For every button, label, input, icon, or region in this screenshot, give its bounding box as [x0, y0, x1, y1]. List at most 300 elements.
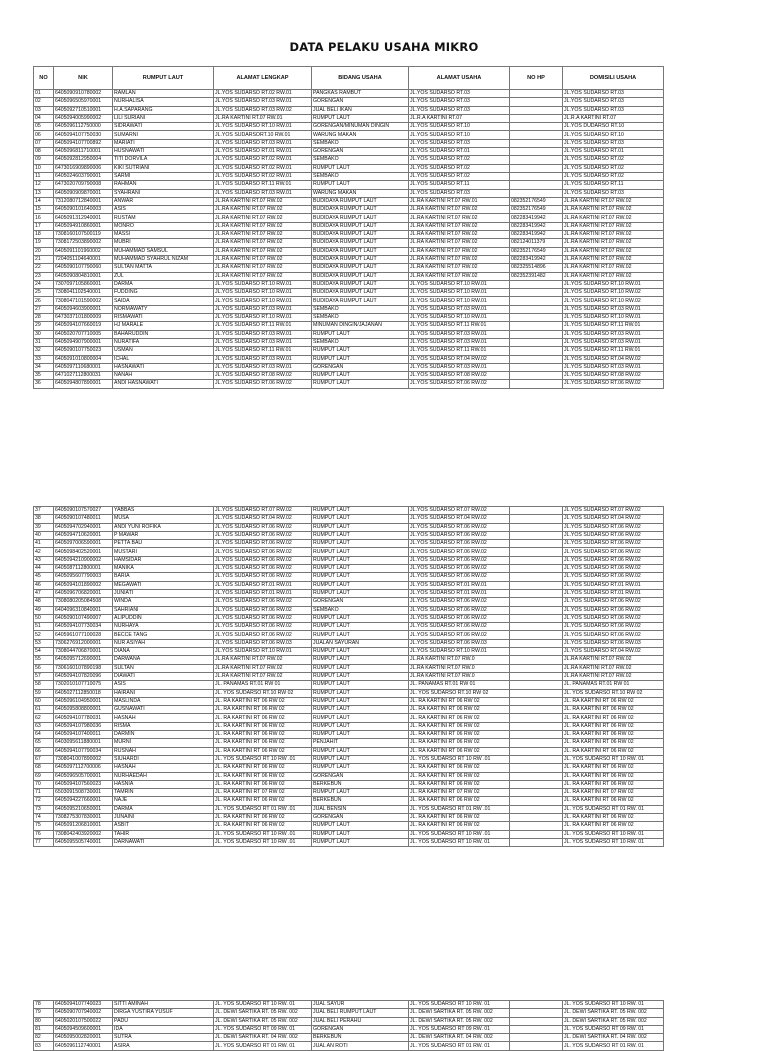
- table-body: [34, 507, 664, 847]
- cell-nik: 7308160107500119: [54, 231, 113, 239]
- cell-no-hp: [510, 1017, 563, 1025]
- cell-alamat-usaha: JL.YOS SUDARSO RT.02: [409, 164, 510, 172]
- table-row: [34, 255, 664, 263]
- cell-domisili-usaha: JL.YOS SUDARSO RT.07 RW.02: [563, 507, 664, 515]
- table-row: [34, 123, 664, 131]
- cell-alamat-usaha: JL.YOS SUDARSO RT.03: [409, 189, 510, 197]
- cell-domisili-usaha: JL.YOS SUDARSO RT.03 RW.01: [563, 363, 664, 371]
- cell-rumput-laut: RUSTAM: [113, 214, 214, 222]
- cell-alamat-lengkap: JL.YOS SUDARSO RT.06 RW.03: [214, 639, 312, 647]
- table-row: [34, 822, 664, 830]
- cell-rumput-laut: DARMIN: [113, 731, 214, 739]
- cell-domisili-usaha: JL.YOS SUDARSO RT.06 RW.02: [563, 380, 664, 388]
- cell-domisili-usaha: JL.RA KARTINI RT.07 RW.02: [563, 222, 664, 230]
- cell-nik: 6405090804810001: [54, 272, 113, 280]
- cell-rumput-laut: NURHAEDAH: [113, 772, 214, 780]
- cell-bidang-usaha: BERKEBUN: [312, 797, 409, 805]
- cell-nik: 7308080205084508: [54, 598, 113, 606]
- cell-domisili-usaha: JL.YOS SUDARSO RT.10 RW.02: [563, 297, 664, 305]
- cell-rumput-laut: MUHAMMAD SAMSUL: [113, 247, 214, 255]
- cell-domisili-usaha: JL.YOS SUDARSO RT.10: [563, 131, 664, 139]
- cell-rumput-laut: DARNAWATI: [113, 838, 214, 846]
- cell-domisili-usaha: JL.YOS SUDARSO RT.06 RW.02: [563, 523, 664, 531]
- cell-alamat-lengkap: JL.RA KARTINI RT.07 RW.02: [214, 272, 312, 280]
- cell-nik: 7302010107710075: [54, 681, 113, 689]
- cell-bidang-usaha: RUMPUT LAUT: [312, 838, 409, 846]
- cell-nik: 6405097006590001: [54, 540, 113, 548]
- cell-rumput-laut: HUSNAWATI: [113, 148, 214, 156]
- cell-alamat-lengkap: JL.YOS SUDARSO RT.01 RW.01: [214, 148, 312, 156]
- cell-nik: 6405087112800001: [54, 565, 113, 573]
- cell-nik: 6405091101960002: [54, 247, 113, 255]
- cell-rumput-laut: SARMI: [113, 172, 214, 180]
- table-row: [34, 722, 664, 730]
- cell-rumput-laut: SULTAN: [113, 664, 214, 672]
- cell-bidang-usaha: RUMPUT LAUT: [312, 689, 409, 697]
- cell-alamat-lengkap: JL.YOS SUDARSO RT.03 RW.01: [214, 189, 312, 197]
- cell-rumput-laut: ALIPUDDIN: [113, 614, 214, 622]
- cell-no: 83: [34, 1042, 54, 1050]
- cell-alamat-usaha: JL. RA KARTINI RT 06 RW 02: [409, 797, 510, 805]
- cell-domisili-usaha: JL.YOS SUDARSO RT.03 RW.01: [563, 338, 664, 346]
- cell-no-hp: 082352176549: [510, 197, 563, 205]
- cell-rumput-laut: H.A.SAPARANG: [113, 106, 214, 114]
- cell-alamat-lengkap: JL.YOS SUDARSO RT.02 RW.01: [214, 90, 312, 98]
- cell-alamat-lengkap: JL.YOS SUDARSO RT.03 RW.02: [214, 106, 312, 114]
- cell-alamat-lengkap: JL.RA KARTINI RT.07 RW.02: [214, 264, 312, 272]
- cell-domisili-usaha: JL. RA KARTINI RT 06 RW 02: [563, 764, 664, 772]
- cell-nik: 6405094101890002: [54, 581, 113, 589]
- cell-bidang-usaha: WARUNG MAKAN: [312, 189, 409, 197]
- cell-bidang-usaha: RUMPUT LAUT: [312, 722, 409, 730]
- cell-alamat-lengkap: JL.YOS SUDARSO RT.10 RW.01: [214, 289, 312, 297]
- cell-no: 50: [34, 614, 54, 622]
- table-row: [34, 289, 664, 297]
- cell-alamat-usaha: JL.RA KARTINI RT.07 RW.02: [409, 247, 510, 255]
- cell-rumput-laut: P MAWAR: [113, 531, 214, 539]
- cell-rumput-laut: MEGAWATI: [113, 581, 214, 589]
- cell-rumput-laut: LILI SURIANI: [113, 114, 214, 122]
- cell-nik: 6405020107500022: [54, 1017, 113, 1025]
- cell-rumput-laut: HAIRANI: [113, 689, 214, 697]
- cell-no-hp: [510, 764, 563, 772]
- cell-alamat-lengkap: JL.YOS SUDARSO RT.03 RW.01: [214, 305, 312, 313]
- cell-rumput-laut: RISMA: [113, 722, 214, 730]
- cell-alamat-lengkap: JL.YOS SUDARSO RT.10 RW.01: [214, 314, 312, 322]
- cell-nik: 6403095611880001: [54, 739, 113, 747]
- cell-alamat-lengkap: JL. YOS SUDARSO RT 10 RW. 01: [214, 1001, 312, 1009]
- cell-bidang-usaha: RUMPUT LAUT: [312, 822, 409, 830]
- cell-bidang-usaha: BUDIDAYA RUMPUT LAUT: [312, 272, 409, 280]
- cell-rumput-laut: DIAWATI: [113, 672, 214, 680]
- cell-alamat-usaha: JL.YOS SUDARSO RT.02: [409, 156, 510, 164]
- cell-alamat-lengkap: JL. PANAMAS RT.01 RW 01: [214, 681, 312, 689]
- cell-alamat-lengkap: JL. RA KARTINI RT 06 RW 02: [214, 780, 312, 788]
- cell-alamat-usaha: JL.YOS SUDARSO RT.11 RW.01: [409, 347, 510, 355]
- cell-no: 71: [34, 789, 54, 797]
- cell-no: 10: [34, 164, 54, 172]
- table-row: [34, 222, 664, 230]
- cell-domisili-usaha: JL. YOS SUDARSO RT.10 RW 02: [563, 689, 664, 697]
- cell-no-hp: [510, 114, 563, 122]
- cell-domisili-usaha: JL. YOS SUDARSO RT 10 RW. 01: [563, 1001, 664, 1009]
- cell-bidang-usaha: GORENGAN: [312, 813, 409, 821]
- cell-alamat-lengkap: JL.YOS SUDARSO RT.11 RW.01: [214, 181, 312, 189]
- cell-no-hp: [510, 106, 563, 114]
- cell-bidang-usaha: RUMPUT LAUT: [312, 648, 409, 656]
- cell-no: 17: [34, 222, 54, 230]
- cell-no: 06: [34, 131, 54, 139]
- cell-no-hp: [510, 731, 563, 739]
- cell-alamat-lengkap: JL.RA KARTINI RT.07 RW.02: [214, 197, 312, 205]
- table-row: [34, 372, 664, 380]
- cell-bidang-usaha: RUMPUT LAUT: [312, 664, 409, 672]
- table-row: [34, 189, 664, 197]
- cell-no-hp: [510, 606, 563, 614]
- cell-nik: 6405095607790003: [54, 573, 113, 581]
- cell-rumput-laut: SIUHARDI: [113, 755, 214, 763]
- cell-domisili-usaha: JL.YOS SUDARSO RT.06 RW.02: [563, 556, 664, 564]
- cell-no: 54: [34, 648, 54, 656]
- header-no-hp: NO HP: [510, 67, 563, 90]
- cell-nik: 6405094107790034: [54, 747, 113, 755]
- cell-bidang-usaha: GORENGAN: [312, 148, 409, 156]
- cell-nik: 7308044706870001: [54, 648, 113, 656]
- cell-domisili-usaha: JL.YOS SUDARSO RT.03: [563, 90, 664, 98]
- cell-no-hp: [510, 672, 563, 680]
- cell-nik: 6405094107980036: [54, 722, 113, 730]
- cell-bidang-usaha: JUAL BELI RUMPUT LAUT: [312, 1009, 409, 1017]
- cell-rumput-laut: HAMSIDAR: [113, 556, 214, 564]
- cell-bidang-usaha: JUAL BENSIN: [312, 805, 409, 813]
- table-row: [34, 247, 664, 255]
- cell-alamat-lengkap: JL. RA KARTINI RT 06 RW 02: [214, 813, 312, 821]
- cell-domisili-usaha: JL.RA KARTINI RT.07 RW.02: [563, 672, 664, 680]
- cell-domisili-usaha: JL.YOS SUDARSO RT.06 RW.02: [563, 623, 664, 631]
- cell-rumput-laut: PETTA BAU: [113, 540, 214, 548]
- cell-no: 45: [34, 573, 54, 581]
- cell-no-hp: [510, 1025, 563, 1033]
- cell-bidang-usaha: RUMPUT LAUT: [312, 573, 409, 581]
- cell-domisili-usaha: JL.YOS SUDARSO RT.06 RW.02: [563, 573, 664, 581]
- cell-alamat-lengkap: JL.YOS SUDARSO RT.02 RW.01: [214, 172, 312, 180]
- cell-alamat-lengkap: JL. DEWI SARTIKA RT. 05 RW. 002: [214, 1009, 312, 1017]
- cell-domisili-usaha: JL.R.A KARTINI RT.07: [563, 114, 664, 122]
- cell-no-hp: [510, 623, 563, 631]
- cell-nik: 6405098402520001: [54, 548, 113, 556]
- cell-rumput-laut: NURHAYA: [113, 623, 214, 631]
- cell-rumput-laut: RUSNAH: [113, 747, 214, 755]
- cell-bidang-usaha: PENJAHIT: [312, 739, 409, 747]
- cell-bidang-usaha: RUMPUT LAUT: [312, 523, 409, 531]
- cell-no: 28: [34, 314, 54, 322]
- cell-rumput-laut: ASIS: [113, 206, 214, 214]
- cell-alamat-lengkap: JL. YOS SUDARSO RT 10 RW .01: [214, 830, 312, 838]
- cell-rumput-laut: NURHALISA: [113, 98, 214, 106]
- cell-no-hp: [510, 380, 563, 388]
- cell-alamat-lengkap: JL.YOS SUDARSO RT.06 RW.02: [214, 606, 312, 614]
- cell-no: 03: [34, 106, 54, 114]
- table-row: [34, 805, 664, 813]
- cell-no: 59: [34, 689, 54, 697]
- cell-rumput-laut: MONRO: [113, 222, 214, 230]
- cell-no: 15: [34, 206, 54, 214]
- cell-alamat-usaha: JL.YOS SUDARSO RT.03 RW.01: [409, 363, 510, 371]
- cell-rumput-laut: JUNAINI: [113, 813, 214, 821]
- cell-domisili-usaha: JL.YOS SUDARSO RT.03: [563, 139, 664, 147]
- cell-nik: 6405094710620001: [54, 531, 113, 539]
- table-row: [34, 164, 664, 172]
- cell-rumput-laut: NANAH: [113, 372, 214, 380]
- cell-bidang-usaha: RUMPUT LAUT: [312, 747, 409, 755]
- table-row: [34, 231, 664, 239]
- cell-no: 07: [34, 139, 54, 147]
- cell-no: 76: [34, 830, 54, 838]
- cell-alamat-usaha: JL. YOS SUDARSO RT 10 RW. 01: [409, 1001, 510, 1009]
- cell-rumput-laut: PADU: [113, 1017, 214, 1025]
- cell-no-hp: [510, 123, 563, 131]
- cell-bidang-usaha: GORENGAN: [312, 1025, 409, 1033]
- table-row: [34, 764, 664, 772]
- cell-alamat-usaha: JL.YOS SUDARSO RT.03 RW.01: [409, 305, 510, 313]
- cell-domisili-usaha: JL.YOS SUDARSO RT.06 RW.02: [563, 548, 664, 556]
- table-row: [34, 531, 664, 539]
- cell-no-hp: [510, 1001, 563, 1009]
- cell-rumput-laut: BAHARUDDIN: [113, 330, 214, 338]
- cell-no-hp: 082124011379: [510, 239, 563, 247]
- cell-bidang-usaha: RUMPUT LAUT: [312, 623, 409, 631]
- cell-domisili-usaha: JL. RA KARTINI RT 06 RW 02: [563, 772, 664, 780]
- cell-nik: 6405024603790001: [54, 172, 113, 180]
- table-row: [34, 264, 664, 272]
- cell-alamat-lengkap: JL.YOS SUDARSO RT.06 RW.02: [214, 556, 312, 564]
- cell-no: 29: [34, 322, 54, 330]
- cell-alamat-lengkap: JL. YOS SUDARSO RT 10 RW .01: [214, 755, 312, 763]
- cell-bidang-usaha: JUALAN SAYURAN: [312, 639, 409, 647]
- cell-rumput-laut: ASIS: [113, 681, 214, 689]
- cell-no: 30: [34, 330, 54, 338]
- cell-no: 46: [34, 581, 54, 589]
- cell-bidang-usaha: BERKEBUN: [312, 1034, 409, 1042]
- cell-alamat-usaha: JL.RA KARTINI RT.07 RW.02: [409, 255, 510, 263]
- cell-bidang-usaha: WARUNG MAKAN: [312, 131, 409, 139]
- cell-no-hp: [510, 589, 563, 597]
- table-row: [34, 540, 664, 548]
- cell-no: 42: [34, 548, 54, 556]
- cell-nik: 7308041007890002: [54, 755, 113, 763]
- cell-alamat-lengkap: JL. RA KARTINI RT 06 RW 02: [214, 706, 312, 714]
- table-body: [34, 1001, 664, 1051]
- table-row: [34, 314, 664, 322]
- cell-bidang-usaha: RUMPUT LAUT: [312, 706, 409, 714]
- cell-rumput-laut: DIRGA YUSTIRA YUSUF: [113, 1009, 214, 1017]
- cell-no-hp: [510, 531, 563, 539]
- cell-alamat-lengkap: JL.YOS SUDARSO RT.06 RW.02: [214, 523, 312, 531]
- cell-nik: 6405097112700006: [54, 764, 113, 772]
- cell-no-hp: [510, 656, 563, 664]
- cell-no: 80: [34, 1017, 54, 1025]
- cell-alamat-usaha: JL.RA KARTINI RT.07 RW.02: [409, 231, 510, 239]
- cell-no: 24: [34, 280, 54, 288]
- cell-domisili-usaha: JL.YOS SUDARSO RT.03 RW.01: [563, 330, 664, 338]
- cell-nik: 6405094107400011: [54, 731, 113, 739]
- cell-rumput-laut: MANIKA: [113, 565, 214, 573]
- cell-domisili-usaha: JL. YOS SUDARSO RT 10 RW. 01: [563, 838, 664, 846]
- cell-no-hp: [510, 780, 563, 788]
- cell-no-hp: [510, 172, 563, 180]
- cell-alamat-lengkap: JL.RA KARTINI RT.07 RW.02: [214, 672, 312, 680]
- cell-alamat-usaha: JL.YOS SUDARSO RT.03 RW.01: [409, 338, 510, 346]
- cell-nik: 6405095505740001: [54, 838, 113, 846]
- cell-alamat-lengkap: JL.RA KARTINI RT.07 RW.02: [214, 214, 312, 222]
- table-row: [34, 648, 664, 656]
- cell-alamat-lengkap: JL.YOS SUDARSO RT.01 RW.01: [214, 581, 312, 589]
- cell-no: 35: [34, 372, 54, 380]
- cell-domisili-usaha: JL.YOS SUDARSO RT.01: [563, 148, 664, 156]
- cell-no-hp: [510, 714, 563, 722]
- cell-bidang-usaha: GORENGAN: [312, 772, 409, 780]
- cell-rumput-laut: BARIA: [113, 573, 214, 581]
- table-row: [34, 780, 664, 788]
- table-row: [34, 581, 664, 589]
- cell-alamat-usaha: JL.YOS SUDARSO RT.02: [409, 172, 510, 180]
- cell-no-hp: [510, 297, 563, 305]
- cell-alamat-usaha: JL.RA KARTINI RT.07 RW.0: [409, 672, 510, 680]
- cell-no: 33: [34, 355, 54, 363]
- cell-alamat-usaha: JL. RA KARTINI RT 06 RW 02: [409, 747, 510, 755]
- cell-nik: 6471027112800031: [54, 372, 113, 380]
- cell-nik: 7307097105860001: [54, 280, 113, 288]
- cell-rumput-laut: MASSI: [113, 231, 214, 239]
- cell-alamat-usaha: JL. DEWI SARTIKA RT. 05 RW. 002: [409, 1017, 510, 1025]
- cell-no: 48: [34, 598, 54, 606]
- table-row: [34, 631, 664, 639]
- cell-no: 77: [34, 838, 54, 846]
- cell-domisili-usaha: JL.YOS SUDARSO RT.06 RW.02: [563, 598, 664, 606]
- table-row: [34, 589, 664, 597]
- cell-rumput-laut: ANDI YUNI ROFIKA: [113, 523, 214, 531]
- cell-alamat-usaha: JL. YOS SUDARSO RT 01 RW .01: [409, 805, 510, 813]
- cell-domisili-usaha: JL. YOS SUDARSO RT 10 RW. 01: [563, 755, 664, 763]
- cell-rumput-laut: HASNAWATI: [113, 363, 214, 371]
- cell-bidang-usaha: BUDIDAYA RUMPUT LAUT: [312, 289, 409, 297]
- cell-alamat-lengkap: JL.YOS SUDARSO RT.02 RW.01: [214, 156, 312, 164]
- cell-nik: 6405020707710005: [54, 330, 113, 338]
- cell-rumput-laut: MASLINDA: [113, 697, 214, 705]
- cell-alamat-lengkap: JL. RA KARTINI RT 06 RW 02: [214, 722, 312, 730]
- cell-no-hp: [510, 689, 563, 697]
- cell-rumput-laut: SUTRA: [113, 1034, 214, 1042]
- cell-alamat-usaha: JL.YOS SUDARSO RT.06 RW.02: [409, 631, 510, 639]
- table-row: [34, 131, 664, 139]
- cell-alamat-usaha: JL.YOS SUDARSO RT.06 RW.02: [409, 540, 510, 548]
- cell-alamat-usaha: JL. YOS SUDARSO RT 10 RW .01: [409, 830, 510, 838]
- cell-bidang-usaha: SEMBAKO: [312, 172, 409, 180]
- cell-no-hp: [510, 131, 563, 139]
- cell-bidang-usaha: BUDIDAYA RUMPUT LAUT: [312, 264, 409, 272]
- cell-alamat-usaha: JL. YOS SUDARSO RT 10 RW. 01: [409, 838, 510, 846]
- cell-no: 61: [34, 706, 54, 714]
- cell-no-hp: [510, 706, 563, 714]
- cell-nik: 6473037101800009: [54, 314, 113, 322]
- cell-no-hp: 082283419942: [510, 214, 563, 222]
- cell-bidang-usaha: MINUMAN DINGIN/JAJANAN: [312, 322, 409, 330]
- cell-no: 16: [34, 214, 54, 222]
- cell-alamat-usaha: JL. RA KARTINI RT 06 RW 02: [409, 706, 510, 714]
- cell-rumput-laut: HASNIA: [113, 780, 214, 788]
- cell-bidang-usaha: RUMPUT LAUT: [312, 114, 409, 122]
- cell-bidang-usaha: BUDIDAYA RUMPUT LAUT: [312, 214, 409, 222]
- cell-domisili-usaha: JL.YOS SUDARSO RT.06 RW.02: [563, 531, 664, 539]
- cell-nik: 7308275307830001: [54, 813, 113, 821]
- cell-alamat-lengkap: JL.YOS SUDARSORT.10 RW.01: [214, 131, 312, 139]
- table-row: [34, 214, 664, 222]
- cell-domisili-usaha: JL. RA KARTINI RT 06 RW 02: [563, 797, 664, 805]
- cell-rumput-laut: ASBIT: [113, 822, 214, 830]
- cell-no-hp: 082325514896: [510, 264, 563, 272]
- cell-bidang-usaha: RUMPUT LAUT: [312, 614, 409, 622]
- table-row: [34, 672, 664, 680]
- cell-rumput-laut: DARMA: [113, 805, 214, 813]
- cell-alamat-usaha: JL. RA KARTINI RT 06 RW 02: [409, 731, 510, 739]
- cell-domisili-usaha: JL. YOS SUDARSO RT 01 RW. 01: [563, 805, 664, 813]
- cell-bidang-usaha: BUDIDAYA RUMPUT LAUT: [312, 255, 409, 263]
- cell-domisili-usaha: JL.RA KARTINI RT.07 RW.02: [563, 656, 664, 664]
- cell-alamat-usaha: JL.YOS SUDARSO RT.06 RW.03: [409, 639, 510, 647]
- cell-domisili-usaha: JL. YOS SUDARSO RT 09 RW. 01: [563, 1025, 664, 1033]
- cell-nik: 6405091010800004: [54, 355, 113, 363]
- cell-alamat-lengkap: JL. YOS SUDARSO RT 01 RW. 01: [214, 1042, 312, 1050]
- cell-nik: 6405094910860001: [54, 222, 113, 230]
- cell-no-hp: [510, 1034, 563, 1042]
- cell-bidang-usaha: GORENGAN: [312, 363, 409, 371]
- cell-alamat-usaha: JL.YOS SUDARSO RT.06 RW.02: [409, 380, 510, 388]
- cell-alamat-usaha: JL.YOS SUDARSO RT.03: [409, 139, 510, 147]
- cell-nik: 6405090909870001: [54, 189, 113, 197]
- cell-nik: 6473020709790008: [54, 181, 113, 189]
- cell-rumput-laut: IDA: [113, 1025, 214, 1033]
- cell-alamat-usaha: JL. RA KARTINI RT 06 RW 02: [409, 697, 510, 705]
- cell-alamat-usaha: JL. RA KARTINI RT 06 RW 02: [409, 772, 510, 780]
- cell-no: 14: [34, 197, 54, 205]
- cell-domisili-usaha: JL.RA KARTINI RT.07 RW.02: [563, 272, 664, 280]
- cell-domisili-usaha: JL.YOS SUDARSO RT.06 RW.02: [563, 565, 664, 573]
- cell-nik: 6405096112740001: [54, 1042, 113, 1050]
- cell-no: 08: [34, 148, 54, 156]
- header-bidang-usaha: BIDANG USAHA: [312, 67, 409, 90]
- cell-alamat-usaha: JL.YOS SUDARSO RT.03: [409, 90, 510, 98]
- cell-no: 44: [34, 565, 54, 573]
- cell-no-hp: [510, 523, 563, 531]
- cell-rumput-laut: SAIDA: [113, 297, 214, 305]
- cell-no-hp: [510, 322, 563, 330]
- cell-no-hp: [510, 789, 563, 797]
- cell-domisili-usaha: JL.YOS SUDARSO RT.04 RW.02: [563, 515, 664, 523]
- cell-domisili-usaha: JL.YOS SUDARSO RT.03: [563, 98, 664, 106]
- cell-nik: 6405096811710001: [54, 148, 113, 156]
- cell-nik: 6405094107730034: [54, 623, 113, 631]
- cell-no-hp: [510, 805, 563, 813]
- table-row: [34, 697, 664, 705]
- cell-no-hp: [510, 347, 563, 355]
- cell-no: 27: [34, 305, 54, 313]
- cell-no-hp: [510, 289, 563, 297]
- table-row: [34, 789, 664, 797]
- cell-nik: 6405094210900002: [54, 556, 113, 564]
- cell-alamat-usaha: JL.RA KARTINI RT.07 RW.0: [409, 656, 510, 664]
- cell-nik: 6405094107780031: [54, 714, 113, 722]
- cell-rumput-laut: ANWAR: [113, 197, 214, 205]
